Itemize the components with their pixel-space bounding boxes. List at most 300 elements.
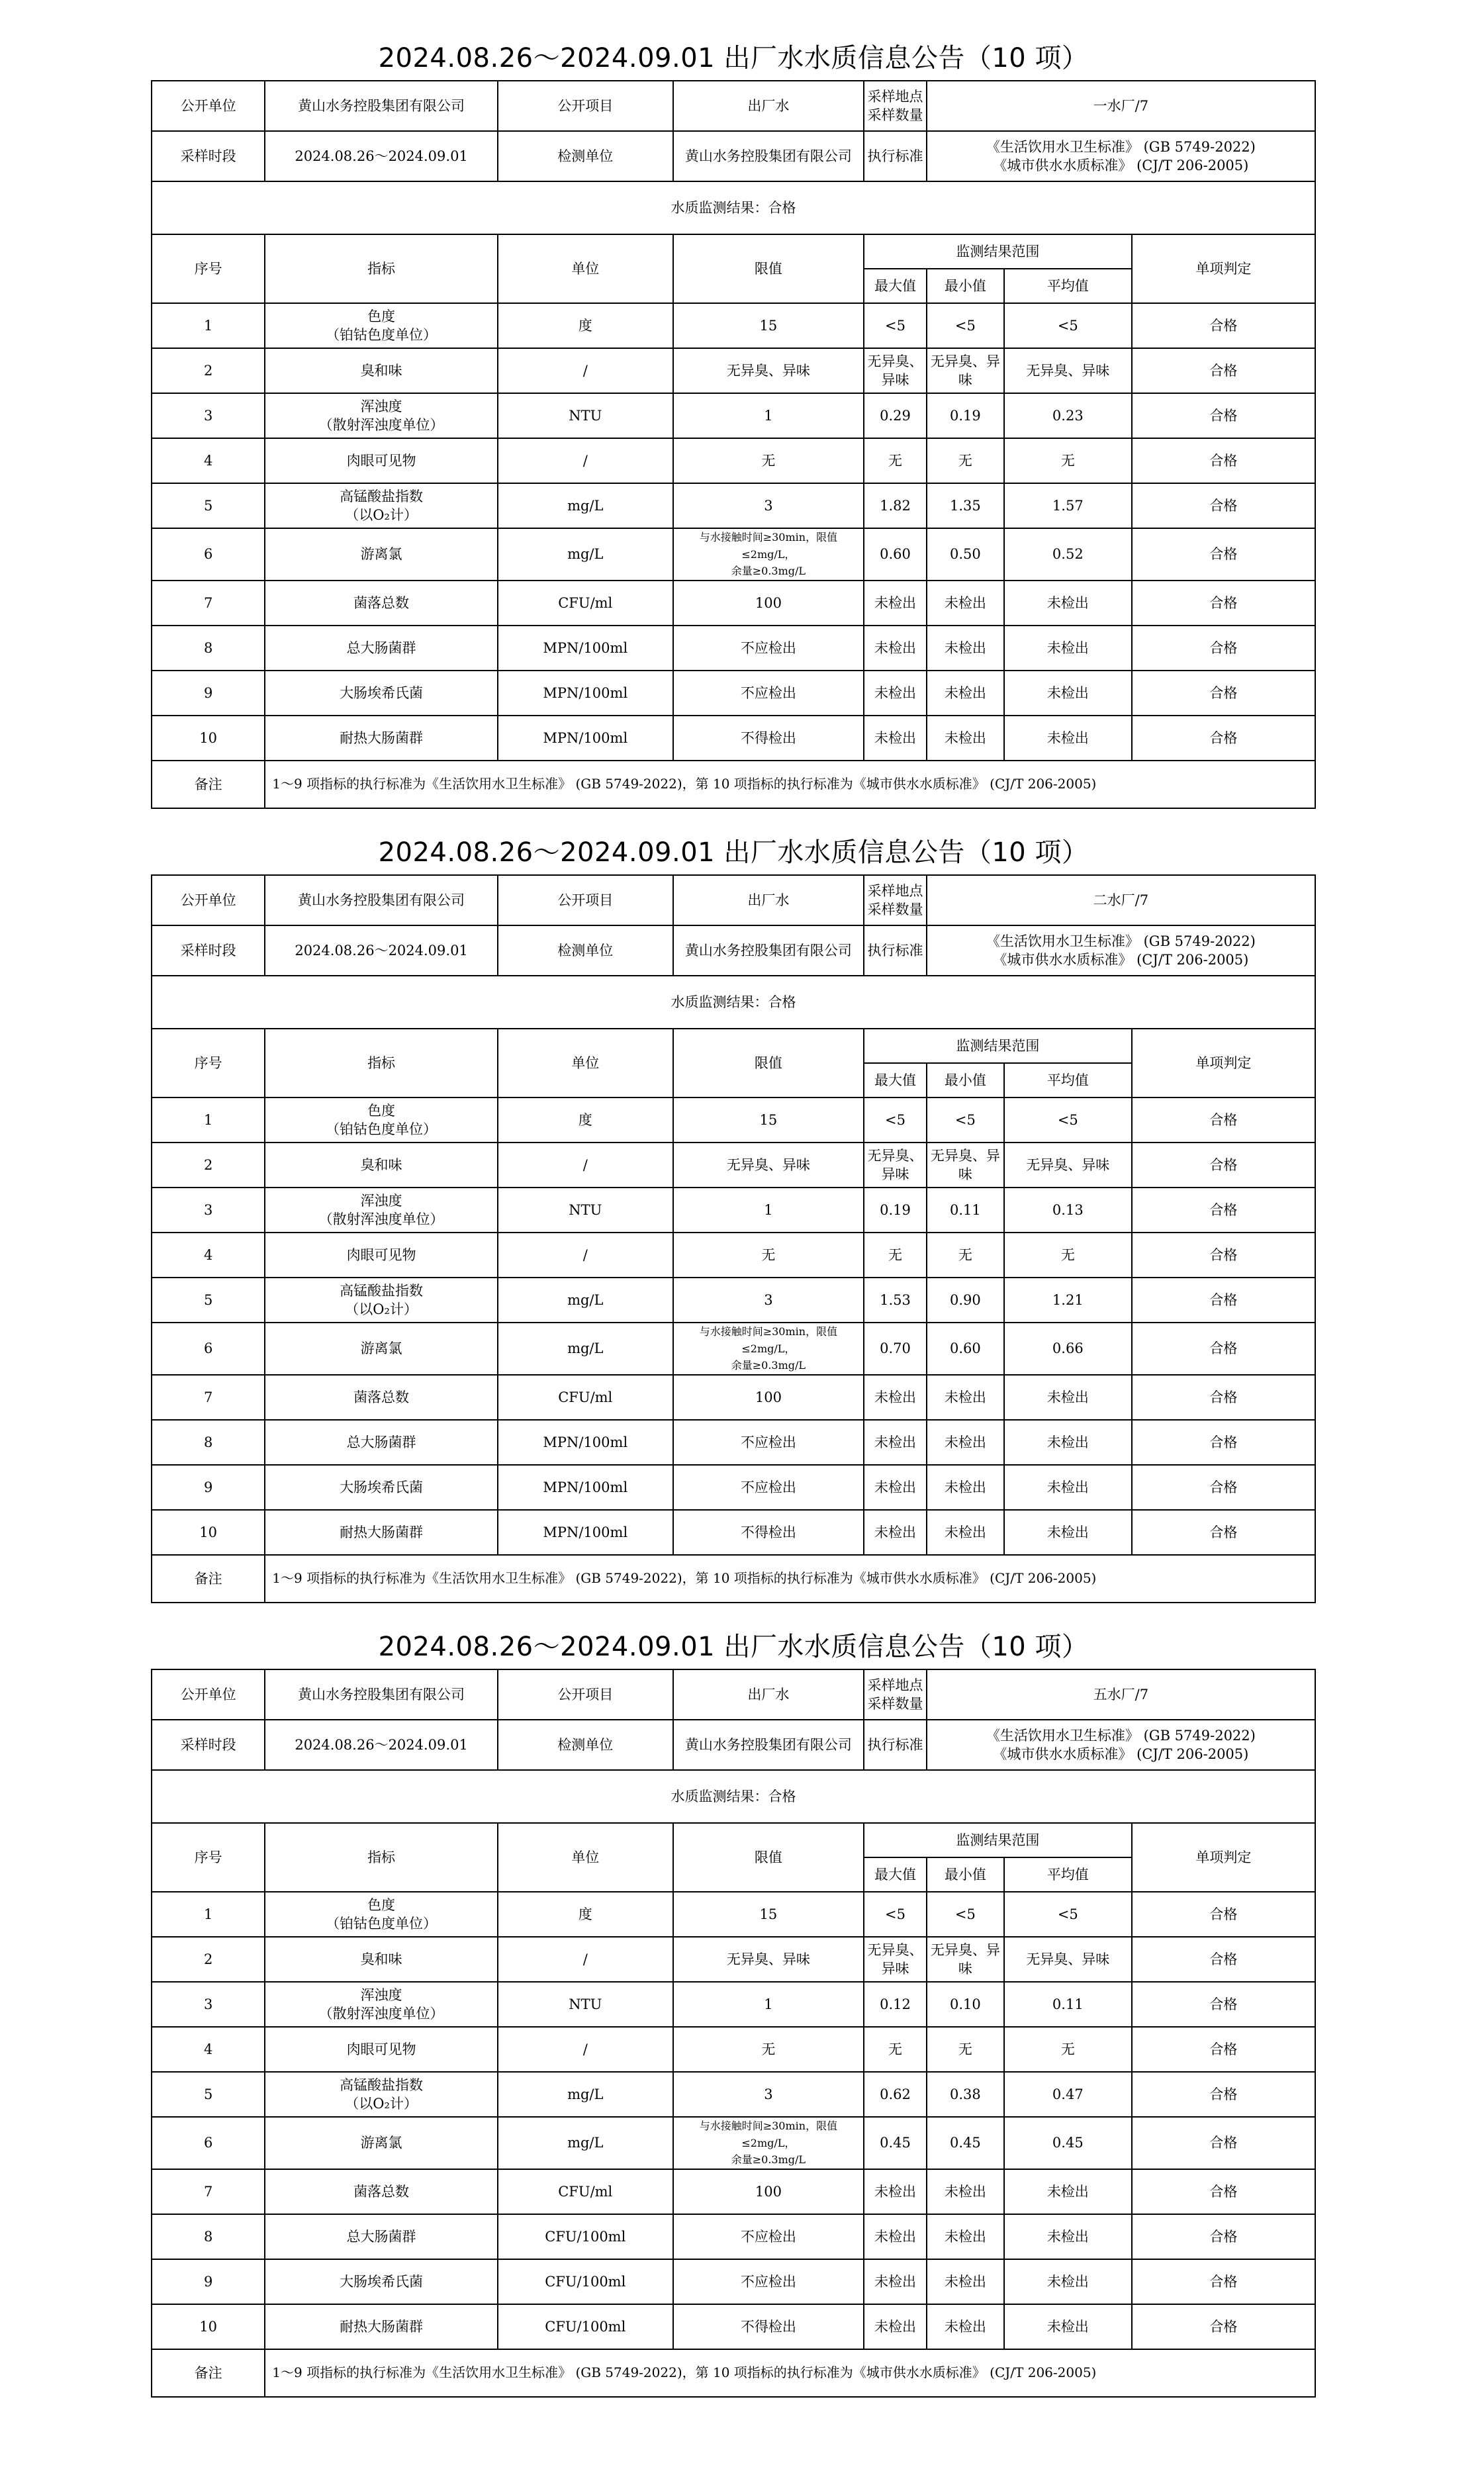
row-no: 9 xyxy=(152,1465,265,1510)
table-row xyxy=(152,1420,1315,1465)
row-unit: CFU/100ml xyxy=(498,2214,673,2259)
header-verdict: 单项判定 xyxy=(1132,1823,1315,1892)
row-verdict: 合格 xyxy=(1132,2259,1315,2304)
standard-value: 《生活饮用水卫生标准》 (GB 5749-2022) 《城市供水水质标准》 (CJ/T 206-2005) xyxy=(927,131,1315,181)
row-unit: 度 xyxy=(498,1097,673,1143)
row-limit: 15 xyxy=(673,1892,864,1937)
row-max: <5 xyxy=(864,1892,927,1937)
row-indicator: 浑浊度 （散射浑浊度单位） xyxy=(265,1982,498,2027)
row-unit: / xyxy=(498,1937,673,1982)
row-verdict: 合格 xyxy=(1132,1097,1315,1143)
row-avg: 0.47 xyxy=(1004,2072,1132,2117)
label-item: 公开项目 xyxy=(498,875,673,925)
row-limit: 无 xyxy=(673,1233,864,1278)
table-row xyxy=(152,2169,1315,2214)
row-avg: 未检出 xyxy=(1004,1510,1132,1555)
lab-value: 黄山水务控股集团有限公司 xyxy=(673,131,864,181)
row-avg: 0.11 xyxy=(1004,1982,1132,2027)
row-limit: 不得检出 xyxy=(673,2304,864,2349)
label-item: 公开项目 xyxy=(498,1669,673,1720)
row-avg: 0.23 xyxy=(1004,393,1132,438)
row-min: 0.50 xyxy=(927,528,1004,581)
row-limit: 1 xyxy=(673,1188,864,1233)
row-limit: 100 xyxy=(673,1375,864,1420)
table-row xyxy=(152,716,1315,761)
row-unit: 度 xyxy=(498,1892,673,1937)
row-unit: CFU/ml xyxy=(498,581,673,626)
table-row xyxy=(152,1465,1315,1510)
header-indicator: 指标 xyxy=(265,234,498,303)
row-limit: 不得检出 xyxy=(673,1510,864,1555)
table-row xyxy=(152,1188,1315,1233)
row-avg: 0.66 xyxy=(1004,1323,1132,1375)
row-no: 2 xyxy=(152,1143,265,1188)
row-indicator: 耐热大肠菌群 xyxy=(265,716,498,761)
row-unit: mg/L xyxy=(498,2117,673,2169)
row-max: 无异臭、异味 xyxy=(864,1937,927,1982)
row-max: 0.60 xyxy=(864,528,927,581)
row-unit: CFU/100ml xyxy=(498,2304,673,2349)
announcement-title: 2024.08.26～2024.09.01 出厂水水质信息公告（10 项） xyxy=(378,1632,1089,1662)
row-avg: 未检出 xyxy=(1004,1465,1132,1510)
header-no: 序号 xyxy=(152,1823,265,1892)
row-indicator: 高锰酸盐指数 （以O₂计） xyxy=(265,1278,498,1323)
header-min: 最小值 xyxy=(927,1857,1004,1892)
row-avg: 未检出 xyxy=(1004,1420,1132,1465)
row-limit: 不应检出 xyxy=(673,671,864,716)
row-min: 0.90 xyxy=(927,1278,1004,1323)
row-max: 未检出 xyxy=(864,671,927,716)
header-max: 最大值 xyxy=(864,1857,927,1892)
row-min: 无 xyxy=(927,1233,1004,1278)
row-unit: MPN/100ml xyxy=(498,671,673,716)
row-max: 未检出 xyxy=(864,2169,927,2214)
row-limit: 无异臭、异味 xyxy=(673,348,864,393)
row-min: <5 xyxy=(927,303,1004,348)
table-row xyxy=(152,1510,1315,1555)
table-row xyxy=(152,2027,1315,2072)
row-no: 2 xyxy=(152,348,265,393)
label-lab: 检测单位 xyxy=(498,925,673,976)
row-no: 8 xyxy=(152,2214,265,2259)
period-value: 2024.08.26～2024.09.01 xyxy=(265,925,498,976)
row-indicator: 肉眼可见物 xyxy=(265,2027,498,2072)
row-verdict: 合格 xyxy=(1132,581,1315,626)
table-row xyxy=(152,1278,1315,1323)
row-max: 无 xyxy=(864,1233,927,1278)
announcement-block xyxy=(151,36,1316,809)
row-avg: 未检出 xyxy=(1004,716,1132,761)
row-max: <5 xyxy=(864,303,927,348)
row-verdict: 合格 xyxy=(1132,1323,1315,1375)
row-no: 1 xyxy=(152,1097,265,1143)
table-row xyxy=(152,303,1315,348)
row-avg: 未检出 xyxy=(1004,581,1132,626)
row-indicator: 臭和味 xyxy=(265,1937,498,1982)
row-limit: 无 xyxy=(673,2027,864,2072)
row-limit: 不得检出 xyxy=(673,716,864,761)
table-row xyxy=(152,483,1315,528)
row-limit: 3 xyxy=(673,2072,864,2117)
label-standard: 执行标准 xyxy=(864,925,927,976)
label-location-count: 采样地点 采样数量 xyxy=(864,875,927,925)
label-lab: 检测单位 xyxy=(498,1720,673,1770)
row-unit: / xyxy=(498,1143,673,1188)
row-avg: 无异臭、异味 xyxy=(1004,348,1132,393)
row-indicator: 臭和味 xyxy=(265,1143,498,1188)
row-limit: 与水接触时间≥30min，限值≤2mg/L， 余量≥0.3mg/L xyxy=(673,528,864,581)
period-value: 2024.08.26～2024.09.01 xyxy=(265,131,498,181)
row-indicator: 大肠埃希氏菌 xyxy=(265,671,498,716)
row-verdict: 合格 xyxy=(1132,671,1315,716)
row-min: 0.11 xyxy=(927,1188,1004,1233)
row-max: 未检出 xyxy=(864,2259,927,2304)
table-row xyxy=(152,626,1315,671)
overall-result: 水质监测结果：合格 xyxy=(152,1770,1315,1823)
row-verdict: 合格 xyxy=(1132,1982,1315,2027)
row-min: 未检出 xyxy=(927,716,1004,761)
row-indicator: 耐热大肠菌群 xyxy=(265,1510,498,1555)
header-range: 监测结果范围 xyxy=(864,234,1132,269)
row-limit: 无异臭、异味 xyxy=(673,1143,864,1188)
overall-result: 水质监测结果：合格 xyxy=(152,976,1315,1029)
row-avg: <5 xyxy=(1004,1097,1132,1143)
row-avg: 未检出 xyxy=(1004,671,1132,716)
row-verdict: 合格 xyxy=(1132,2027,1315,2072)
row-indicator: 总大肠菌群 xyxy=(265,626,498,671)
row-limit: 不应检出 xyxy=(673,2214,864,2259)
publisher-value: 黄山水务控股集团有限公司 xyxy=(265,1669,498,1720)
row-min: 未检出 xyxy=(927,2169,1004,2214)
header-limit: 限值 xyxy=(673,234,864,303)
note-text: 1～9 项指标的执行标准为《生活饮用水卫生标准》 (GB 5749-2022)，第 10 项指标的执行标准为《城市供水水质标准》 (CJ/T 206-2005) xyxy=(265,761,1315,808)
row-verdict: 合格 xyxy=(1132,528,1315,581)
row-indicator: 高锰酸盐指数 （以O₂计） xyxy=(265,2072,498,2117)
label-period: 采样时段 xyxy=(152,925,265,976)
announcement-block xyxy=(151,1625,1316,2398)
row-limit: 不应检出 xyxy=(673,626,864,671)
row-max: 未检出 xyxy=(864,626,927,671)
row-no: 3 xyxy=(152,393,265,438)
row-min: 未检出 xyxy=(927,581,1004,626)
row-min: 未检出 xyxy=(927,1510,1004,1555)
table-row xyxy=(152,1143,1315,1188)
row-max: 无 xyxy=(864,2027,927,2072)
row-unit: / xyxy=(498,348,673,393)
row-min: 未检出 xyxy=(927,1465,1004,1510)
header-indicator: 指标 xyxy=(265,1029,498,1097)
row-unit: mg/L xyxy=(498,1278,673,1323)
label-standard: 执行标准 xyxy=(864,1720,927,1770)
row-max: 0.29 xyxy=(864,393,927,438)
row-avg: 无异臭、异味 xyxy=(1004,1143,1132,1188)
header-verdict: 单项判定 xyxy=(1132,234,1315,303)
table-row xyxy=(152,2304,1315,2349)
table-row xyxy=(152,2259,1315,2304)
row-unit: mg/L xyxy=(498,483,673,528)
row-unit: NTU xyxy=(498,393,673,438)
row-indicator: 色度 （铂钴色度单位） xyxy=(265,1097,498,1143)
header-unit: 单位 xyxy=(498,234,673,303)
header-max: 最大值 xyxy=(864,269,927,303)
publisher-value: 黄山水务控股集团有限公司 xyxy=(265,875,498,925)
row-avg: 未检出 xyxy=(1004,2304,1132,2349)
table-row xyxy=(152,1982,1315,2027)
row-verdict: 合格 xyxy=(1132,1188,1315,1233)
row-limit: 1 xyxy=(673,1982,864,2027)
label-standard: 执行标准 xyxy=(864,131,927,181)
row-verdict: 合格 xyxy=(1132,2072,1315,2117)
row-max: 无 xyxy=(864,438,927,483)
water-quality-table xyxy=(151,80,1316,809)
header-max: 最大值 xyxy=(864,1063,927,1097)
row-min: 0.45 xyxy=(927,2117,1004,2169)
row-no: 5 xyxy=(152,2072,265,2117)
label-publisher: 公开单位 xyxy=(152,1669,265,1720)
row-min: 未检出 xyxy=(927,671,1004,716)
row-max: 未检出 xyxy=(864,2214,927,2259)
label-period: 采样时段 xyxy=(152,131,265,181)
row-indicator: 肉眼可见物 xyxy=(265,1233,498,1278)
row-min: <5 xyxy=(927,1892,1004,1937)
row-min: <5 xyxy=(927,1097,1004,1143)
row-limit: 与水接触时间≥30min，限值≤2mg/L， 余量≥0.3mg/L xyxy=(673,1323,864,1375)
row-indicator: 游离氯 xyxy=(265,528,498,581)
row-max: 0.62 xyxy=(864,2072,927,2117)
row-max: 0.70 xyxy=(864,1323,927,1375)
table-row xyxy=(152,2214,1315,2259)
header-avg: 平均值 xyxy=(1004,269,1132,303)
row-avg: 无 xyxy=(1004,438,1132,483)
row-limit: 100 xyxy=(673,581,864,626)
row-verdict: 合格 xyxy=(1132,2169,1315,2214)
row-indicator: 色度 （铂钴色度单位） xyxy=(265,1892,498,1937)
row-verdict: 合格 xyxy=(1132,303,1315,348)
row-avg: 未检出 xyxy=(1004,626,1132,671)
row-unit: MPN/100ml xyxy=(498,626,673,671)
label-lab: 检测单位 xyxy=(498,131,673,181)
table-row xyxy=(152,528,1315,581)
row-max: 1.53 xyxy=(864,1278,927,1323)
row-verdict: 合格 xyxy=(1132,1278,1315,1323)
table-row xyxy=(152,393,1315,438)
row-verdict: 合格 xyxy=(1132,1892,1315,1937)
row-min: 0.19 xyxy=(927,393,1004,438)
row-min: 未检出 xyxy=(927,1420,1004,1465)
row-max: 未检出 xyxy=(864,2304,927,2349)
row-indicator: 大肠埃希氏菌 xyxy=(265,2259,498,2304)
header-min: 最小值 xyxy=(927,269,1004,303)
row-indicator: 总大肠菌群 xyxy=(265,2214,498,2259)
lab-value: 黄山水务控股集团有限公司 xyxy=(673,1720,864,1770)
row-indicator: 菌落总数 xyxy=(265,1375,498,1420)
row-max: 未检出 xyxy=(864,1465,927,1510)
row-limit: 3 xyxy=(673,483,864,528)
location-count-value: 五水厂/7 xyxy=(927,1669,1315,1720)
water-quality-table xyxy=(151,874,1316,1603)
row-max: 未检出 xyxy=(864,1375,927,1420)
row-max: 无异臭、异味 xyxy=(864,1143,927,1188)
note-text: 1～9 项指标的执行标准为《生活饮用水卫生标准》 (GB 5749-2022)，第 10 项指标的执行标准为《城市供水水质标准》 (CJ/T 206-2005) xyxy=(265,1555,1315,1603)
row-limit: 15 xyxy=(673,303,864,348)
note-label: 备注 xyxy=(152,761,265,808)
row-avg: 无 xyxy=(1004,1233,1132,1278)
row-min: 0.10 xyxy=(927,1982,1004,2027)
row-no: 8 xyxy=(152,1420,265,1465)
water-quality-table xyxy=(151,1669,1316,2398)
location-count-value: 一水厂/7 xyxy=(927,81,1315,131)
row-min: 未检出 xyxy=(927,2259,1004,2304)
row-indicator: 肉眼可见物 xyxy=(265,438,498,483)
row-verdict: 合格 xyxy=(1132,1375,1315,1420)
row-unit: / xyxy=(498,438,673,483)
row-avg: 0.45 xyxy=(1004,2117,1132,2169)
row-min: 0.38 xyxy=(927,2072,1004,2117)
row-avg: 未检出 xyxy=(1004,2259,1132,2304)
row-limit: 不应检出 xyxy=(673,1420,864,1465)
row-min: 无异臭、异味 xyxy=(927,1937,1004,1982)
table-row xyxy=(152,1323,1315,1375)
row-verdict: 合格 xyxy=(1132,1465,1315,1510)
row-verdict: 合格 xyxy=(1132,393,1315,438)
row-no: 6 xyxy=(152,528,265,581)
row-verdict: 合格 xyxy=(1132,2304,1315,2349)
row-indicator: 臭和味 xyxy=(265,348,498,393)
header-limit: 限值 xyxy=(673,1029,864,1097)
row-indicator: 大肠埃希氏菌 xyxy=(265,1465,498,1510)
item-value: 出厂水 xyxy=(673,81,864,131)
label-publisher: 公开单位 xyxy=(152,81,265,131)
row-unit: 度 xyxy=(498,303,673,348)
row-min: 无 xyxy=(927,438,1004,483)
row-limit: 无 xyxy=(673,438,864,483)
row-avg: <5 xyxy=(1004,1892,1132,1937)
row-verdict: 合格 xyxy=(1132,1420,1315,1465)
row-min: 0.60 xyxy=(927,1323,1004,1375)
row-limit: 无异臭、异味 xyxy=(673,1937,864,1982)
row-unit: CFU/ml xyxy=(498,2169,673,2214)
row-indicator: 浑浊度 （散射浑浊度单位） xyxy=(265,1188,498,1233)
row-unit: mg/L xyxy=(498,528,673,581)
row-indicator: 游离氯 xyxy=(265,2117,498,2169)
row-verdict: 合格 xyxy=(1132,626,1315,671)
row-verdict: 合格 xyxy=(1132,483,1315,528)
row-indicator: 菌落总数 xyxy=(265,2169,498,2214)
row-no: 4 xyxy=(152,438,265,483)
note-label: 备注 xyxy=(152,1555,265,1603)
label-publisher: 公开单位 xyxy=(152,875,265,925)
row-min: 未检出 xyxy=(927,1375,1004,1420)
table-row xyxy=(152,1892,1315,1937)
row-no: 5 xyxy=(152,1278,265,1323)
row-verdict: 合格 xyxy=(1132,2214,1315,2259)
row-indicator: 总大肠菌群 xyxy=(265,1420,498,1465)
row-verdict: 合格 xyxy=(1132,1510,1315,1555)
row-no: 10 xyxy=(152,2304,265,2349)
row-indicator: 菌落总数 xyxy=(265,581,498,626)
row-avg: 未检出 xyxy=(1004,2169,1132,2214)
row-min: 未检出 xyxy=(927,2304,1004,2349)
row-no: 1 xyxy=(152,303,265,348)
header-indicator: 指标 xyxy=(265,1823,498,1892)
row-avg: 无 xyxy=(1004,2027,1132,2072)
header-avg: 平均值 xyxy=(1004,1063,1132,1097)
label-item: 公开项目 xyxy=(498,81,673,131)
row-no: 10 xyxy=(152,716,265,761)
row-min: 未检出 xyxy=(927,626,1004,671)
row-verdict: 合格 xyxy=(1132,1937,1315,1982)
location-count-value: 二水厂/7 xyxy=(927,875,1315,925)
row-indicator: 游离氯 xyxy=(265,1323,498,1375)
row-limit: 15 xyxy=(673,1097,864,1143)
row-unit: NTU xyxy=(498,1188,673,1233)
header-no: 序号 xyxy=(152,1029,265,1097)
row-no: 7 xyxy=(152,2169,265,2214)
row-no: 5 xyxy=(152,483,265,528)
row-unit: / xyxy=(498,2027,673,2072)
standard-value: 《生活饮用水卫生标准》 (GB 5749-2022) 《城市供水水质标准》 (CJ/T 206-2005) xyxy=(927,925,1315,976)
header-unit: 单位 xyxy=(498,1029,673,1097)
row-limit: 不应检出 xyxy=(673,1465,864,1510)
table-row xyxy=(152,2117,1315,2169)
row-no: 6 xyxy=(152,2117,265,2169)
row-max: 0.45 xyxy=(864,2117,927,2169)
standard-value: 《生活饮用水卫生标准》 (GB 5749-2022) 《城市供水水质标准》 (CJ/T 206-2005) xyxy=(927,1720,1315,1770)
header-range: 监测结果范围 xyxy=(864,1029,1132,1063)
period-value: 2024.08.26～2024.09.01 xyxy=(265,1720,498,1770)
row-min: 无 xyxy=(927,2027,1004,2072)
row-no: 9 xyxy=(152,2259,265,2304)
row-limit: 不应检出 xyxy=(673,2259,864,2304)
row-verdict: 合格 xyxy=(1132,2117,1315,2169)
row-verdict: 合格 xyxy=(1132,1143,1315,1188)
row-avg: 1.21 xyxy=(1004,1278,1132,1323)
row-avg: 0.52 xyxy=(1004,528,1132,581)
row-verdict: 合格 xyxy=(1132,1233,1315,1278)
announcement-block xyxy=(151,831,1316,1603)
row-no: 10 xyxy=(152,1510,265,1555)
table-row xyxy=(152,2072,1315,2117)
row-min: 未检出 xyxy=(927,2214,1004,2259)
row-unit: / xyxy=(498,1233,673,1278)
row-no: 7 xyxy=(152,581,265,626)
row-indicator: 高锰酸盐指数 （以O₂计） xyxy=(265,483,498,528)
announcement-title: 2024.08.26～2024.09.01 出厂水水质信息公告（10 项） xyxy=(378,43,1089,73)
row-no: 2 xyxy=(152,1937,265,1982)
row-unit: MPN/100ml xyxy=(498,1465,673,1510)
row-verdict: 合格 xyxy=(1132,438,1315,483)
table-row xyxy=(152,438,1315,483)
header-avg: 平均值 xyxy=(1004,1857,1132,1892)
row-no: 3 xyxy=(152,1982,265,2027)
header-min: 最小值 xyxy=(927,1063,1004,1097)
row-min: 无异臭、异味 xyxy=(927,1143,1004,1188)
row-unit: MPN/100ml xyxy=(498,1510,673,1555)
row-max: 未检出 xyxy=(864,716,927,761)
publisher-value: 黄山水务控股集团有限公司 xyxy=(265,81,498,131)
row-avg: 0.13 xyxy=(1004,1188,1132,1233)
row-indicator: 色度 （铂钴色度单位） xyxy=(265,303,498,348)
row-no: 7 xyxy=(152,1375,265,1420)
lab-value: 黄山水务控股集团有限公司 xyxy=(673,925,864,976)
row-max: 未检出 xyxy=(864,581,927,626)
table-row xyxy=(152,671,1315,716)
row-min: 1.35 xyxy=(927,483,1004,528)
row-unit: mg/L xyxy=(498,2072,673,2117)
row-no: 4 xyxy=(152,1233,265,1278)
row-unit: CFU/100ml xyxy=(498,2259,673,2304)
row-max: <5 xyxy=(864,1097,927,1143)
